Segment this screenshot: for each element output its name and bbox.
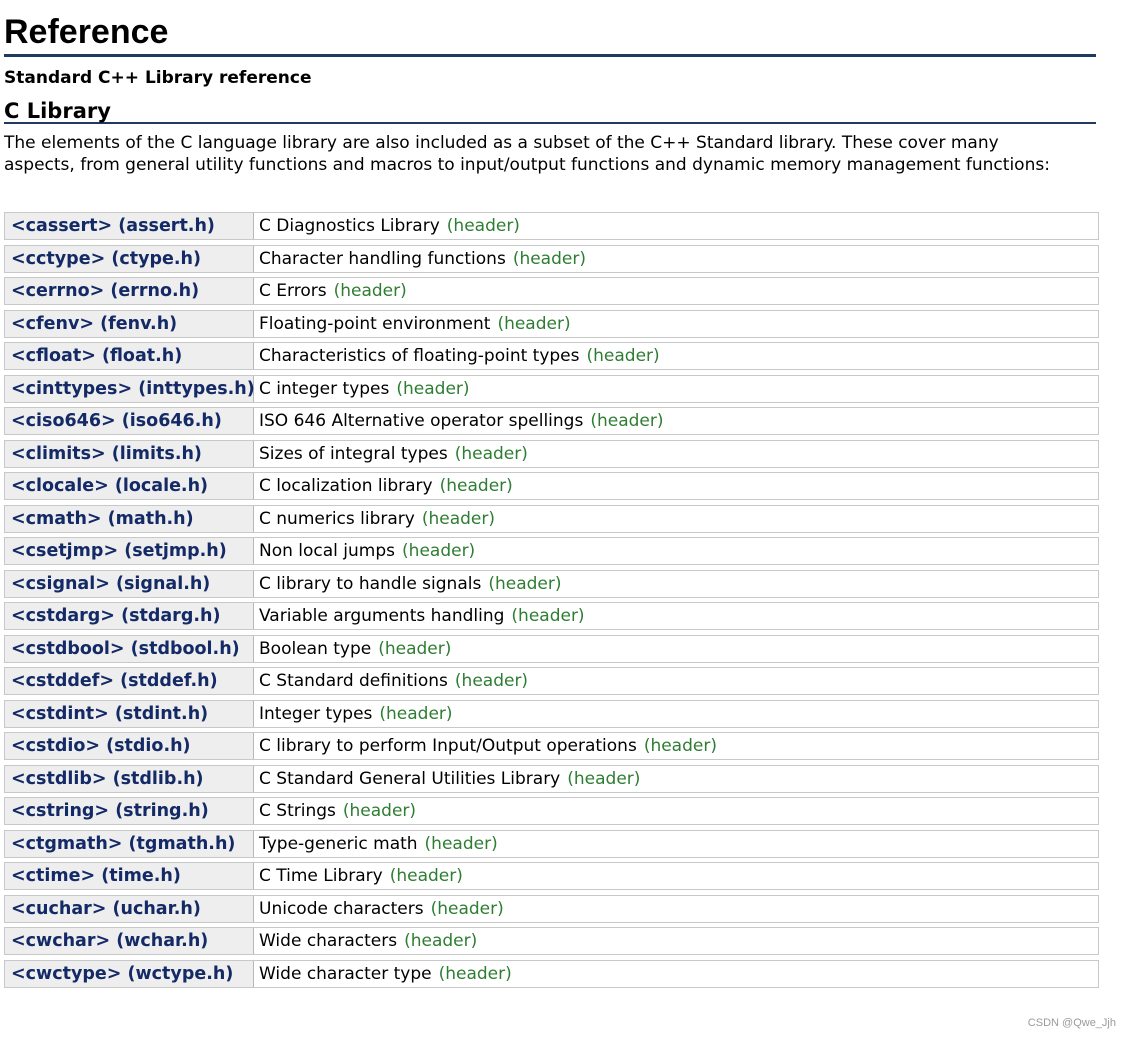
- table-row: [4, 700, 1099, 733]
- header-link[interactable]: <cstdio> (stdio.h): [5, 733, 254, 759]
- table-row: [4, 212, 1099, 245]
- table-row-cell: [4, 570, 1099, 603]
- header-description: Variable arguments handling: [259, 606, 505, 626]
- header-description-cell: [254, 278, 1098, 304]
- header-description-cell: [254, 246, 1098, 272]
- section-intro: The elements of the C language library are also included as a subset of the C++ Standard library. These cover many aspects, from general utility functions and macros to input/output functions and dynamic memory management functions:: [4, 133, 1050, 175]
- header-description-cell: [254, 538, 1098, 564]
- table-row: [4, 830, 1099, 863]
- header-link[interactable]: <cuchar> (uchar.h): [5, 896, 254, 922]
- header-description-cell: [254, 343, 1098, 369]
- header-kind-tag: (header): [438, 963, 512, 984]
- header-kind-tag: (header): [402, 541, 476, 561]
- header-description-cell: [254, 928, 1098, 954]
- page-title: Reference: [4, 0, 1096, 57]
- header-kind-tag: (header): [404, 931, 478, 951]
- header-kind-tag: (header): [488, 573, 562, 594]
- header-description: Wide characters: [259, 931, 398, 951]
- header-link[interactable]: <cstddef> (stddef.h): [5, 668, 254, 694]
- header-description-cell: [254, 668, 1098, 694]
- table-row-cell: [4, 440, 1099, 473]
- page-subtitle: Standard C++ Library reference: [4, 68, 312, 88]
- table-row: [4, 602, 1099, 635]
- table-row: [4, 310, 1099, 343]
- page-content: [4, 0, 1104, 176]
- header-description: Unicode characters: [259, 898, 424, 919]
- header-description: Sizes of integral types: [259, 443, 448, 464]
- header-kind-tag: (header): [590, 411, 664, 431]
- header-entry: [4, 635, 1099, 663]
- header-description: Type-generic math: [259, 833, 418, 854]
- table-row-cell: [4, 700, 1099, 733]
- table-row-cell: [4, 505, 1099, 538]
- table-row: [4, 570, 1099, 603]
- table-row: [4, 895, 1099, 928]
- header-entry: [4, 375, 1099, 403]
- table-row-cell: [4, 537, 1099, 570]
- header-entry: [4, 862, 1099, 890]
- table-row: [4, 505, 1099, 538]
- header-description-cell: [254, 636, 1098, 662]
- header-entry: [4, 537, 1099, 565]
- header-description: Floating-point environment: [259, 313, 491, 334]
- header-description: Characteristics of floating-point types: [259, 346, 580, 366]
- table-row-cell: [4, 375, 1099, 408]
- header-link[interactable]: <cstdbool> (stdbool.h): [5, 636, 254, 662]
- header-description: C Standard definitions: [259, 671, 448, 691]
- header-description-cell: [254, 831, 1098, 857]
- table-row: [4, 277, 1099, 310]
- table-row: [4, 797, 1099, 830]
- section-title: C Library: [4, 97, 1096, 124]
- header-link[interactable]: <csetjmp> (setjmp.h): [5, 538, 254, 564]
- table-row-cell: [4, 667, 1099, 700]
- table-row-cell: [4, 407, 1099, 440]
- header-description: C numerics library: [259, 508, 415, 529]
- header-description: C library to handle signals: [259, 573, 482, 594]
- header-description-cell: [254, 441, 1098, 467]
- header-kind-tag: (header): [512, 248, 586, 269]
- table-row: [4, 732, 1099, 765]
- header-description-cell: [254, 733, 1098, 759]
- header-description-cell: [254, 863, 1098, 889]
- header-description: C Time Library: [259, 866, 383, 886]
- header-entry: [4, 797, 1099, 825]
- header-kind-tag: (header): [586, 346, 660, 366]
- header-description: Boolean type: [259, 638, 372, 659]
- table-row: [4, 407, 1099, 440]
- table-row-cell: [4, 342, 1099, 375]
- header-kind-tag: (header): [567, 768, 641, 789]
- header-kind-tag: (header): [379, 703, 453, 724]
- header-entry: [4, 245, 1099, 273]
- header-kind-tag: (header): [421, 508, 496, 529]
- header-entry: [4, 927, 1099, 955]
- header-description-cell: [254, 311, 1098, 337]
- header-link[interactable]: <ctime> (time.h): [5, 863, 254, 889]
- header-link[interactable]: <cstdint> (stdint.h): [5, 701, 254, 727]
- header-entry: [4, 440, 1099, 468]
- header-link[interactable]: <cerrno> (errno.h): [5, 278, 254, 304]
- header-kind-tag: (header): [454, 443, 528, 464]
- header-entry: [4, 472, 1099, 500]
- header-entry: [4, 830, 1099, 858]
- header-description-cell: [254, 798, 1098, 824]
- table-row-cell: [4, 277, 1099, 310]
- header-link[interactable]: <cinttypes> (inttypes.h): [5, 376, 254, 402]
- header-entry: [4, 667, 1099, 695]
- header-kind-tag: (header): [446, 216, 520, 236]
- header-description-cell: [254, 603, 1098, 629]
- header-description-cell: [254, 506, 1098, 532]
- header-description: Wide character type: [259, 963, 432, 984]
- header-kind-tag: (header): [430, 898, 504, 919]
- header-entry: [4, 895, 1099, 923]
- header-description: C integer types: [259, 378, 390, 399]
- table-row: [4, 440, 1099, 473]
- header-description: C Errors: [259, 281, 327, 301]
- header-description: C library to perform Input/Output operations: [259, 736, 637, 756]
- table-row-cell: [4, 472, 1099, 505]
- header-kind-tag: (header): [424, 833, 498, 854]
- table-row-cell: [4, 212, 1099, 245]
- watermark: CSDN @Qwe_Jjh: [1027, 1017, 1116, 1029]
- header-kind-tag: (header): [511, 606, 585, 626]
- header-entry: [4, 505, 1099, 533]
- table-row: [4, 765, 1099, 798]
- header-description-cell: [254, 961, 1098, 987]
- header-entry: [4, 765, 1099, 793]
- header-kind-tag: (header): [643, 736, 717, 756]
- header-entry: [4, 732, 1099, 760]
- table-row: [4, 667, 1099, 700]
- table-row-cell: [4, 602, 1099, 635]
- header-link[interactable]: <cfenv> (fenv.h): [5, 311, 254, 337]
- header-kind-tag: (header): [389, 866, 463, 886]
- header-link[interactable]: <cctype> (ctype.h): [5, 246, 254, 272]
- header-description: C Standard General Utilities Library: [259, 768, 561, 789]
- header-kind-tag: (header): [454, 671, 529, 691]
- table-row: [4, 342, 1099, 375]
- table-row: [4, 635, 1099, 668]
- header-description: C Diagnostics Library: [259, 216, 440, 236]
- table-row: [4, 960, 1099, 993]
- table-row-cell: [4, 245, 1099, 278]
- header-description-cell: [254, 766, 1098, 792]
- header-description: Character handling functions: [259, 248, 506, 269]
- table-row-cell: [4, 732, 1099, 765]
- header-link[interactable]: <cstdlib> (stdlib.h): [5, 766, 254, 792]
- header-entry: [4, 960, 1099, 988]
- header-entry: [4, 212, 1099, 240]
- header-link[interactable]: <cwctype> (wctype.h): [5, 961, 254, 987]
- header-description-cell: [254, 701, 1098, 727]
- header-link[interactable]: <cstring> (string.h): [5, 798, 254, 824]
- header-kind-tag: (header): [497, 313, 571, 334]
- table-row: [4, 245, 1099, 278]
- table-row-cell: [4, 635, 1099, 668]
- table-row: [4, 472, 1099, 505]
- header-entry: [4, 570, 1099, 598]
- header-kind-tag: (header): [378, 638, 452, 659]
- table-row-cell: [4, 960, 1099, 993]
- header-kind-tag: (header): [396, 378, 470, 399]
- header-table-body: [4, 212, 1099, 992]
- header-description-cell: [254, 896, 1098, 922]
- table-row-cell: [4, 310, 1099, 343]
- header-description: C Strings: [259, 801, 336, 821]
- header-entry: [4, 277, 1099, 305]
- table-row-cell: [4, 830, 1099, 863]
- header-entry: [4, 407, 1099, 435]
- header-description: ISO 646 Alternative operator spellings: [259, 411, 584, 431]
- header-link[interactable]: <cmath> (math.h): [5, 506, 254, 532]
- table-row: [4, 537, 1099, 570]
- header-link[interactable]: <cfloat> (float.h): [5, 343, 254, 369]
- header-entry: [4, 310, 1099, 338]
- table-row-cell: [4, 797, 1099, 830]
- table-row-cell: [4, 765, 1099, 798]
- header-description: Non local jumps: [259, 541, 396, 561]
- header-entry: [4, 602, 1099, 630]
- table-row-cell: [4, 895, 1099, 928]
- header-description-cell: [254, 473, 1098, 499]
- header-description-cell: [254, 213, 1098, 239]
- header-link[interactable]: <csignal> (signal.h): [5, 571, 254, 597]
- header-description: Integer types: [259, 703, 373, 724]
- header-link[interactable]: <cassert> (assert.h): [5, 213, 254, 239]
- header-entry: [4, 700, 1099, 728]
- header-link[interactable]: <ciso646> (iso646.h): [5, 408, 254, 434]
- header-link[interactable]: <cwchar> (wchar.h): [5, 928, 254, 954]
- header-link[interactable]: <clocale> (locale.h): [5, 473, 254, 499]
- header-description: C localization library: [259, 476, 433, 496]
- table-row: [4, 862, 1099, 895]
- header-description-cell: [254, 376, 1098, 402]
- header-link[interactable]: <cstdarg> (stdarg.h): [5, 603, 254, 629]
- header-table: [4, 212, 1099, 992]
- table-row: [4, 375, 1099, 408]
- header-kind-tag: (header): [342, 801, 417, 821]
- header-kind-tag: (header): [333, 281, 407, 301]
- table-row-cell: [4, 927, 1099, 960]
- header-entry: [4, 342, 1099, 370]
- header-description-cell: [254, 571, 1098, 597]
- table-row: [4, 927, 1099, 960]
- header-link[interactable]: <climits> (limits.h): [5, 441, 254, 467]
- table-row-cell: [4, 862, 1099, 895]
- header-kind-tag: (header): [439, 476, 513, 496]
- header-link[interactable]: <ctgmath> (tgmath.h): [5, 831, 254, 857]
- header-description-cell: [254, 408, 1098, 434]
